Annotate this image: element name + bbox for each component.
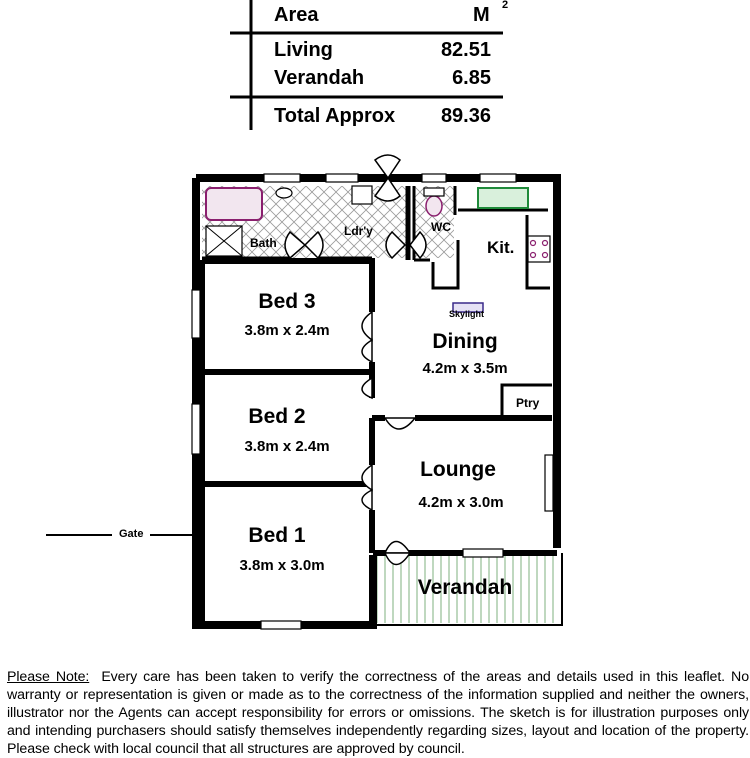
room-label-kitchen: Kit.	[487, 238, 515, 257]
room-label-verandah: Verandah	[417, 576, 513, 599]
bathtub	[206, 188, 262, 220]
room-label-bed2: Bed 2	[248, 405, 306, 428]
kitchen-sink	[478, 188, 528, 208]
area-row-label: Verandah	[274, 67, 365, 89]
room-dims-dining: 4.2m x 3.5m	[422, 360, 508, 377]
room-label-pantry: Ptry	[516, 396, 540, 410]
laundry-trough	[352, 186, 372, 204]
room-dims-bed1: 3.8m x 3.0m	[239, 557, 325, 574]
window	[192, 290, 200, 338]
room-label-bed1: Bed 1	[248, 524, 306, 547]
gate-label: Gate	[119, 528, 144, 540]
room-label-wc: WC	[431, 220, 451, 234]
area-header-unit: M	[473, 4, 490, 26]
cooktop	[528, 236, 550, 262]
window	[545, 455, 553, 511]
window	[264, 174, 300, 182]
room-dims-bed3: 3.8m x 2.4m	[244, 322, 330, 339]
window	[463, 549, 503, 557]
area-row-value: 82.51	[440, 39, 491, 61]
window	[422, 174, 446, 182]
disclaimer-note	[7, 668, 749, 758]
room-label-lounge: Lounge	[420, 458, 496, 481]
room-dims-bed2: 3.8m x 2.4m	[244, 438, 330, 455]
room-label-laundry: Ldr'y	[344, 224, 373, 238]
area-total-label: Total Approx	[274, 105, 396, 127]
area-row-label: Living	[274, 39, 333, 61]
toilet-cistern	[424, 188, 444, 196]
disclaimer-text: Every care has been taken to verify the correctness of the areas and details used in this leaflet. No warranty or representation is given or made as to the correctness of the information supplied and neither the owners, illustrator nor the Agents can accept responsibility for errors or omissions. The sketch is for illustration purposes only and intending purchasers should satisfy themselves independently regarding sizes, layout and location of the property. Please check with local council that all structures are approved by council.	[7, 669, 749, 757]
room-label-skylight: Skylight	[449, 309, 485, 319]
area-row-value: 6.85	[452, 67, 491, 89]
disclaimer-label: Please Note:	[7, 669, 90, 685]
window	[326, 174, 358, 182]
basin	[276, 188, 292, 198]
room-label-dining: Dining	[432, 330, 498, 353]
area-total-value: 89.36	[440, 105, 491, 127]
area-header-label: Area	[274, 4, 319, 26]
window	[261, 621, 301, 629]
toilet	[426, 196, 442, 216]
room-dims-lounge: 4.2m x 3.0m	[418, 494, 504, 511]
room-label-bed3: Bed 3	[258, 290, 316, 313]
window	[480, 174, 516, 182]
area-header-unit-sup: 2	[502, 0, 509, 11]
room-label-bath: Bath	[250, 236, 277, 250]
